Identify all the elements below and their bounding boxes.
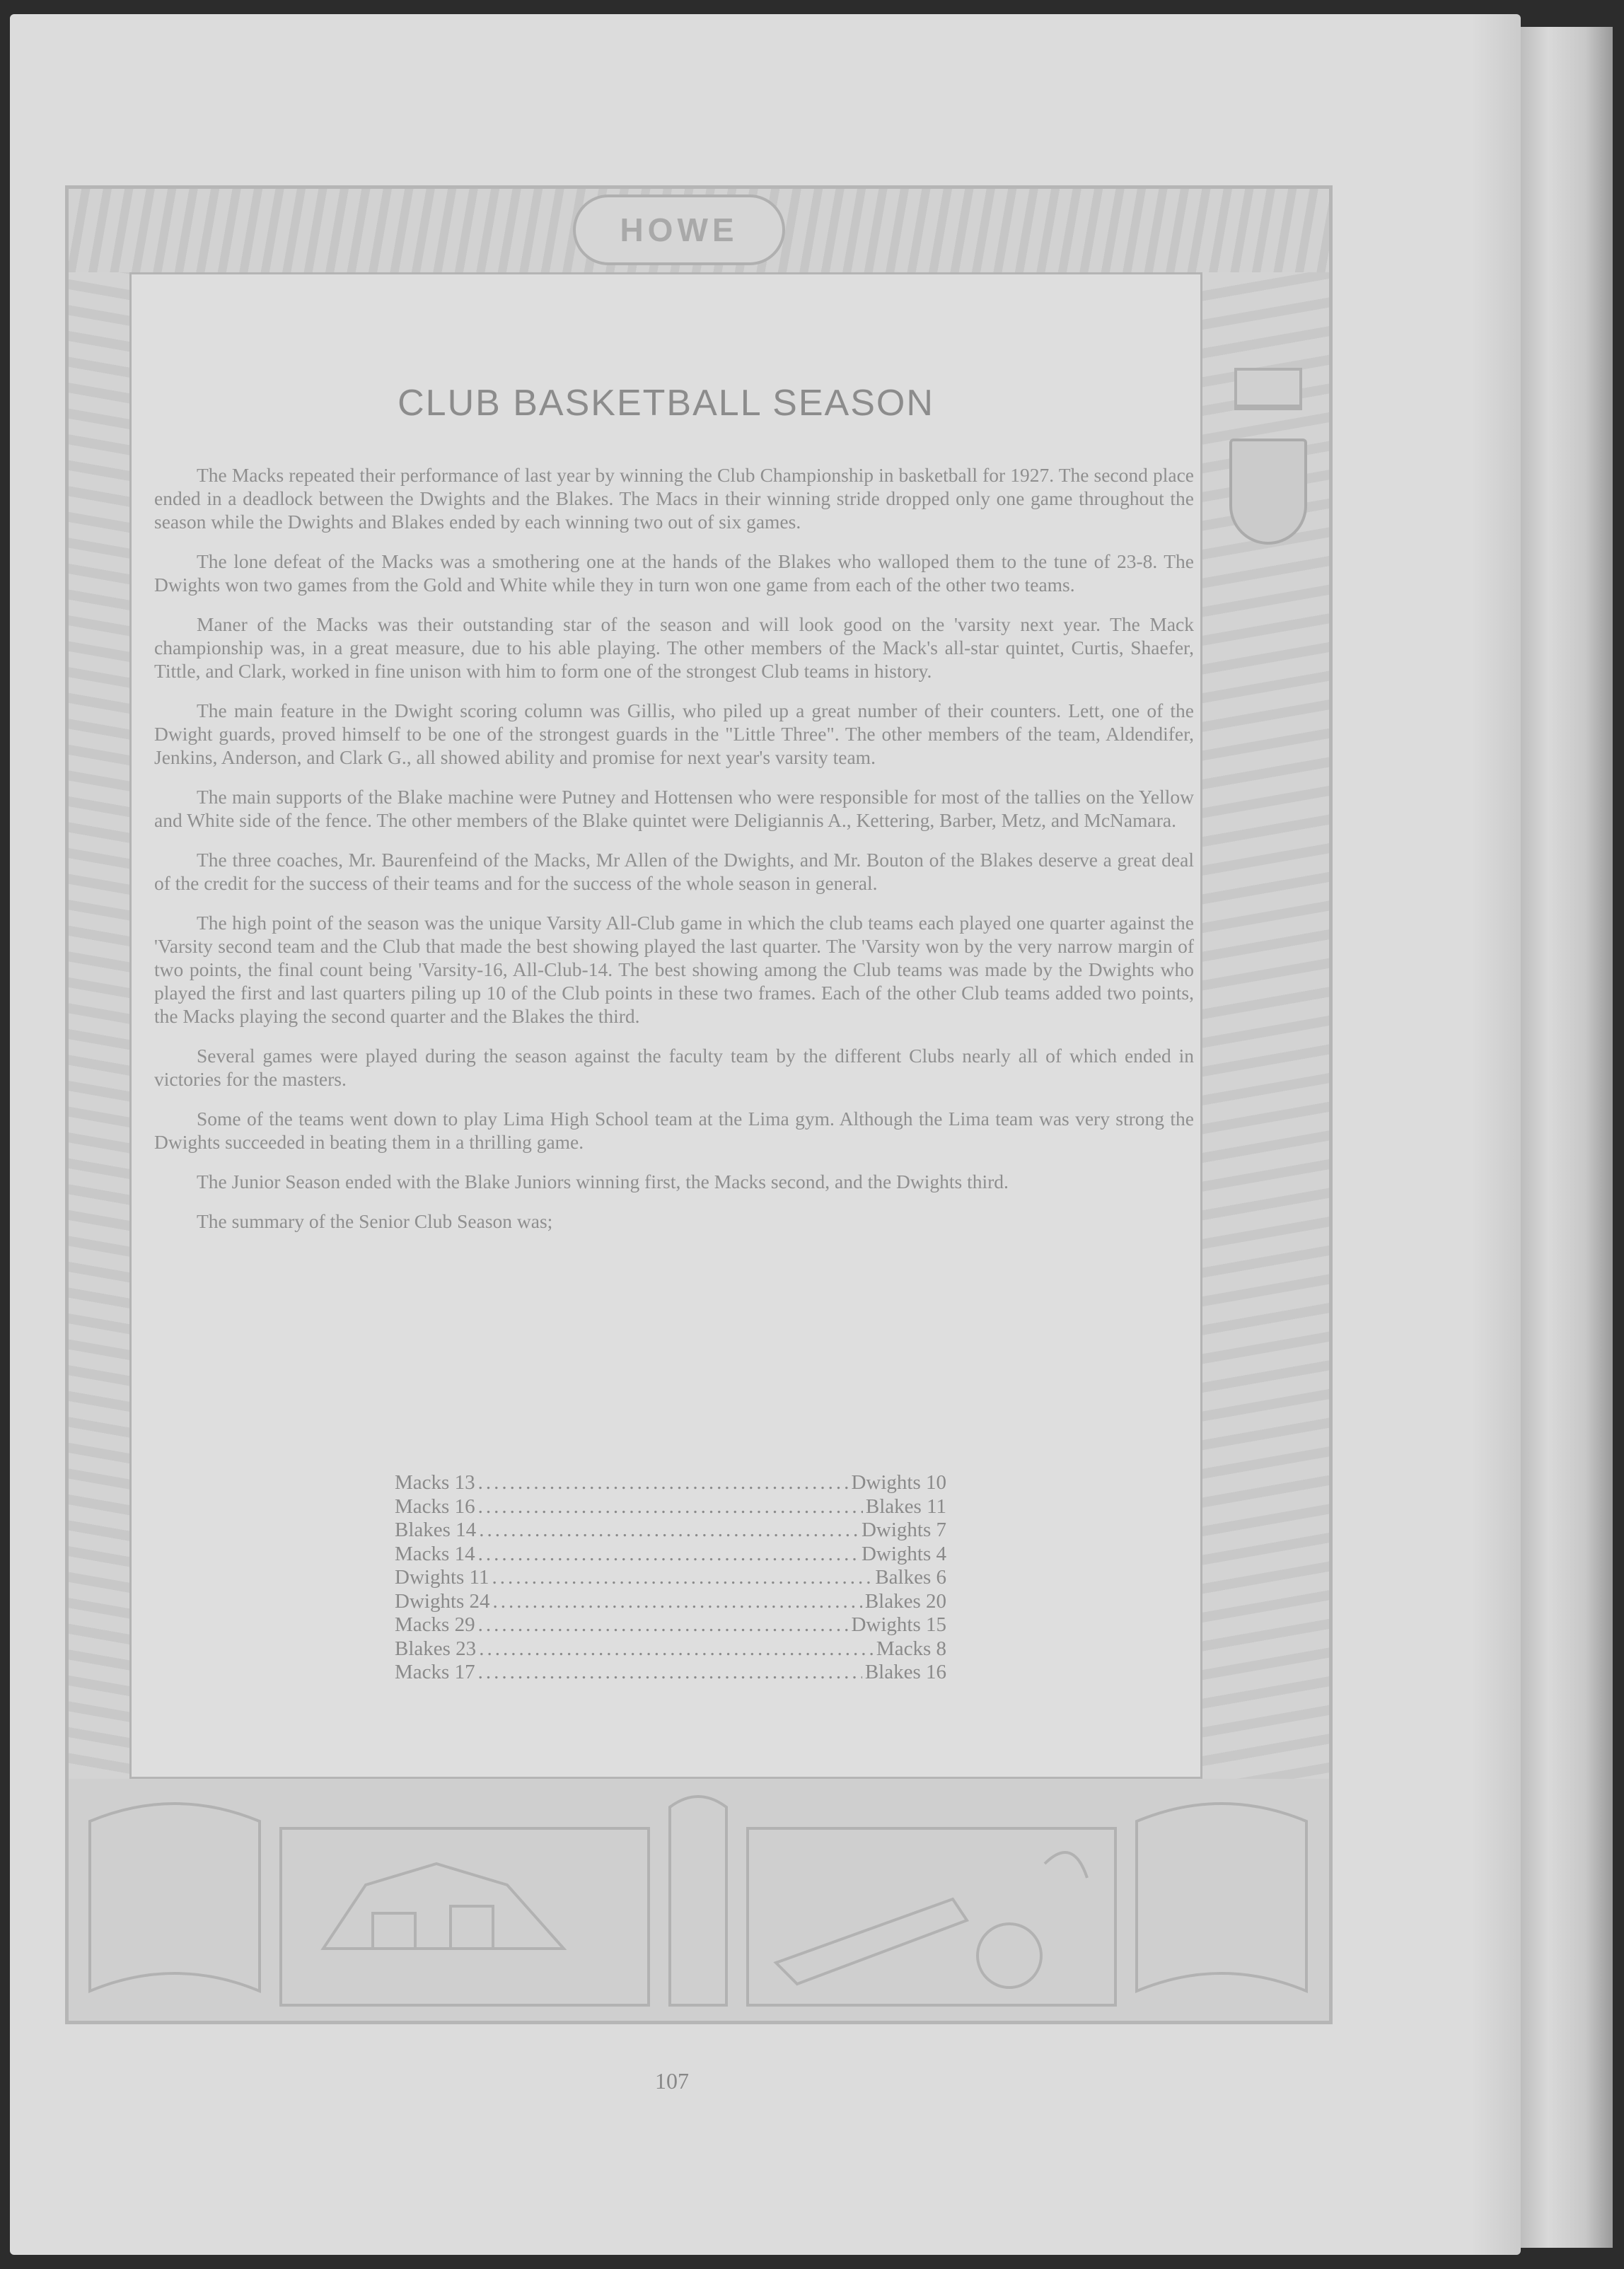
summary-row	[395, 1637, 946, 1661]
paragraph: The Macks repeated their performance of last year by winning the Club Championship in basketball for 1927. The second place ended in a deadlock between the Dwights and the Blakes. The Macs in their winning stride dropped only one game throughout the season while the Dwights and Blakes ended by each winning two out of six games.	[154, 464, 1194, 533]
dot-leader	[478, 1613, 849, 1637]
summary-left: Dwights 24	[395, 1589, 490, 1613]
paragraph: The Junior Season ended with the Blake Juniors winning first, the Macks second, and the Dwights third.	[197, 1171, 1009, 1192]
summary-right: Macks 8	[876, 1637, 946, 1660]
howe-ornament	[573, 195, 785, 265]
summary-right: Dwights 4	[861, 1542, 946, 1565]
border-left-band	[69, 272, 129, 1779]
paragraph: The high point of the season was the unique Varsity All-Club game in which the club teams each played one quarter against the 'Varsity second team and the Club that made the best showing played the last quarter. The 'Varsity won by the very narrow margin of two points, the final count being 'Varsity-16, All-Club-14. The best showing among the Club teams was made by the Dwights who played the first and last quarters piling up 10 of the Club points in these two frames. Each of the other Club teams added two points, the Macks playing the second quarter and the Blakes the third.	[154, 912, 1194, 1027]
page-title: CLUB BASKETBALL SEASON	[398, 383, 934, 424]
summary-row	[395, 1543, 946, 1567]
dot-leader	[493, 1590, 862, 1614]
dot-leader	[478, 1543, 859, 1567]
summary-row	[395, 1661, 946, 1685]
dot-leader	[479, 1519, 859, 1543]
paragraph: The main feature in the Dwight scoring column was Gillis, who piled up a great number of their counters. Lett, one of the Dwight guards, proved himself to be one of the strongest guards in the "Little Three". The other members of the team, Aldendifer, Jenkins, Anderson, and Clark G., all showed ability and promise for next year's varsity team.	[154, 700, 1194, 768]
summary-row	[395, 1495, 946, 1519]
howe-ornament-label: HOWE	[620, 211, 738, 248]
summary-right: Dwights 10	[851, 1471, 946, 1494]
summary-row	[395, 1613, 946, 1637]
summary-left: Macks 29	[395, 1613, 475, 1636]
summary-left: Macks 16	[395, 1495, 475, 1518]
crown-icon	[1234, 368, 1302, 410]
article-body	[154, 463, 1194, 1249]
summary-row	[395, 1590, 946, 1614]
summary-left: Dwights 11	[395, 1566, 489, 1589]
summary-right: Dwights 15	[851, 1613, 946, 1636]
paragraph: The three coaches, Mr. Baurenfeind of the Macks, Mr Allen of the Dwights, and Mr. Bouton of the Blakes deserve a great deal of the credit for the success of their teams and for the success of the whole season in general.	[154, 849, 1194, 894]
dot-leader	[478, 1495, 863, 1519]
dot-leader	[492, 1566, 872, 1590]
summary-left: Macks 14	[395, 1542, 475, 1565]
dot-leader	[478, 1471, 849, 1495]
summary-left: Macks 13	[395, 1471, 475, 1494]
summary-left: Blakes 23	[395, 1637, 477, 1660]
paragraph: The lone defeat of the Macks was a smothering one at the hands of the Blakes who walloped them to the tune of 23-8. The Dwights won two games from the Gold and White while they in turn won one game from each of the other two teams.	[154, 550, 1194, 596]
dot-leader	[479, 1637, 874, 1661]
paragraph: Maner of the Macks was their outstanding star of the season and will look good on the 'varsity next year. The Mack championship was, in a great measure, due to his able playing. The other members of the Mack's all-star quintet, Curtis, Shaefer, Tittle, and Clark, worked in fine unison with him to form one of the strongest Club teams in history.	[154, 613, 1194, 682]
summary-left: Blakes 14	[395, 1519, 477, 1541]
summary-row	[395, 1519, 946, 1543]
bottom-vignette-illustration	[69, 1779, 1329, 2021]
summary-right: Blakes 16	[864, 1661, 946, 1683]
season-summary-list	[395, 1471, 946, 1685]
dot-leader	[478, 1661, 862, 1685]
paragraph: Several games were played during the season against the faculty team by the different Clubs nearly all of which ended in victories for the masters.	[154, 1045, 1194, 1090]
page-number: 107	[655, 2068, 689, 2094]
summary-row	[395, 1566, 946, 1590]
summary-right: Dwights 7	[861, 1519, 946, 1541]
summary-right: Blakes 11	[865, 1495, 946, 1518]
shield-icon	[1229, 439, 1307, 545]
paragraph: The summary of the Senior Club Season was;	[197, 1210, 553, 1232]
summary-row	[395, 1471, 946, 1495]
book-spine	[1521, 27, 1613, 2248]
summary-right: Balkes 6	[875, 1566, 946, 1589]
paragraph: The main supports of the Blake machine were Putney and Hottensen who were responsible for most of the tallies on the Yellow and White side of the fence. The other members of the Blake quintet were Deligiannis A., Kettering, Barber, Metz, and McNamara.	[154, 786, 1194, 831]
summary-left: Macks 17	[395, 1661, 475, 1683]
page-gutter-shadow	[1471, 14, 1521, 2255]
summary-right: Blakes 20	[864, 1589, 946, 1613]
paragraph: Some of the teams went down to play Lima High School team at the Lima gym. Although the Lima team was very strong the Dwights succeeded in beating them in a thrilling game.	[154, 1108, 1194, 1153]
